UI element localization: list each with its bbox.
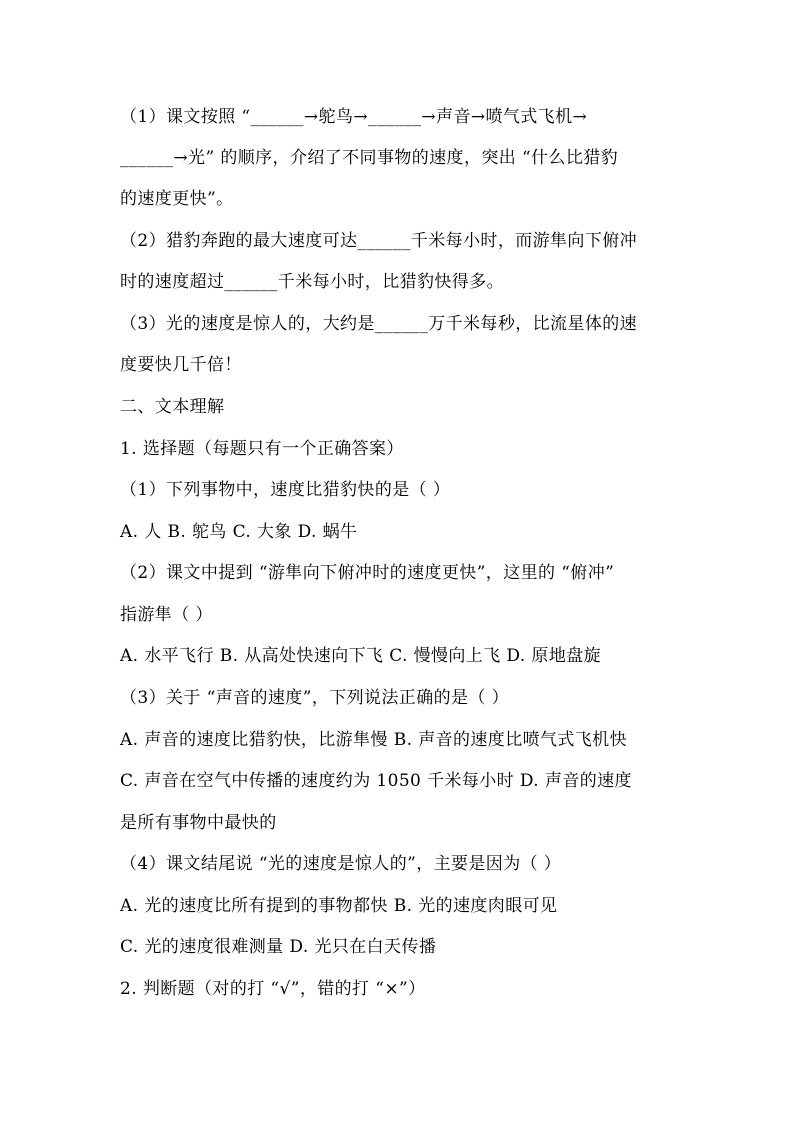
choice-question-1: （1）下列事物中，速度比猎豹快的是（ ） bbox=[120, 480, 451, 500]
choice-question-3: （3）关于 “声音的速度”，下列说法正确的是（ ） bbox=[120, 688, 510, 708]
choice-question-2-options: A. 水平飞行 B. 从高处快速向下飞 C. 慢慢向上飞 D. 原地盘旋 bbox=[120, 646, 602, 666]
choice-question-4-options-line-2: C. 光的速度很难测量 D. 光只在白天传播 bbox=[120, 937, 437, 957]
fill-question-1-line-3: 的速度更快”。 bbox=[120, 189, 234, 209]
choice-question-1-options: A. 人 B. 鸵鸟 C. 大象 D. 蜗牛 bbox=[120, 522, 358, 542]
choice-question-3-options-line-1: A. 声音的速度比猎豹快，比游隼慢 B. 声音的速度比喷气式飞机快 bbox=[120, 730, 627, 750]
choice-section-title: 1. 选择题（每题只有一个正确答案） bbox=[120, 439, 404, 459]
choice-question-2-line-2: 指游隼（ ） bbox=[120, 605, 213, 625]
fill-question-1-line-2: ______→光” 的顺序，介绍了不同事物的速度，突出 “什么比猎豹 bbox=[120, 148, 619, 168]
judgment-section-title: 2. 判断题（对的打 “√”，错的打 “×”） bbox=[120, 979, 426, 999]
fill-question-3-line-1: （3）光的速度是惊人的，大约是______万千米每秒，比流星体的速 bbox=[120, 314, 638, 334]
fill-question-2-line-1: （2）猎豹奔跑的最大速度可达______千米每小时，而游隼向下俯冲 bbox=[120, 231, 638, 251]
choice-question-2-line-1: （2）课文中提到 “游隼向下俯冲时的速度更快”，这里的 “俯冲” bbox=[120, 563, 615, 583]
fill-question-3-line-2: 度要快几千倍！ bbox=[120, 355, 242, 375]
fill-question-1-line-1: （1）课文按照 “______→鸵鸟→______→声音→喷气式飞机→ bbox=[120, 107, 588, 127]
choice-question-4-options-line-1: A. 光的速度比所有提到的事物都快 B. 光的速度肉眼可见 bbox=[120, 896, 558, 916]
choice-question-4: （4）课文结尾说 “光的速度是惊人的”，主要是因为（ ） bbox=[120, 854, 562, 874]
section-heading-text-understanding: 二、文本理解 bbox=[120, 397, 225, 417]
choice-question-3-options-line-2: C. 声音在空气中传播的速度约为 1050 千米每小时 D. 声音的速度 bbox=[120, 771, 632, 791]
choice-question-3-options-line-3: 是所有事物中最快的 bbox=[120, 813, 277, 833]
fill-question-2-line-2: 时的速度超过______千米每小时，比猎豹快得多。 bbox=[120, 272, 504, 292]
